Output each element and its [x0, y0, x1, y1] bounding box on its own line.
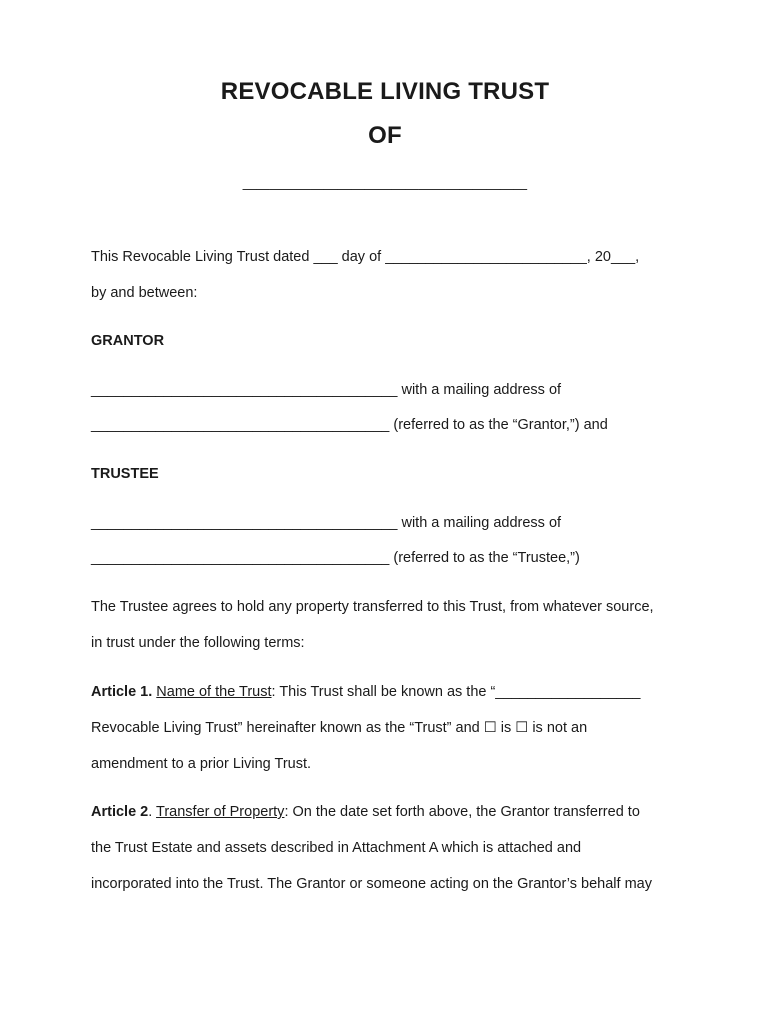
document-title: REVOCABLE LIVING TRUST: [220, 78, 550, 105]
agreement-line-2: in trust under the following terms:: [91, 635, 305, 651]
article-1-text: : This Trust shall be known as the “__________________: [271, 684, 641, 700]
grantor-name-line: ______________________________________ with a mailing address of: [91, 382, 562, 398]
trustee-address-line: _____________________________________ (referred to as the “Trustee,”): [91, 550, 580, 566]
trustee-heading: TRUSTEE: [91, 466, 159, 482]
grantor-heading: GRANTOR: [91, 333, 165, 349]
article-1-label: Article 1.: [91, 684, 153, 700]
agreement-line-1: The Trustee agrees to hold any property transferred to this Trust, from whatever source,: [91, 599, 654, 615]
article-1-line-1: [91, 684, 640, 700]
article-2-separator: .: [148, 804, 157, 820]
article-1-line-2: Revocable Living Trust” hereinafter known as the “Trust” and ☐ is ☐ is not an: [91, 720, 588, 736]
intro-line-2: by and between:: [91, 285, 198, 301]
trustee-name-line: ______________________________________ with a mailing address of: [91, 515, 562, 531]
article-1-heading: Name of the Trust: [156, 684, 272, 700]
trust-name-blank: _____________________: [242, 166, 528, 193]
intro-line-1: This Revocable Living Trust dated ___ day of _________________________, 20___,: [91, 249, 640, 265]
article-2-text: : On the date set forth above, the Grantor transferred to: [284, 804, 640, 820]
article-2-line-2: the Trust Estate and assets described in Attachment A which is attached and: [91, 840, 582, 856]
article-2-line-3: incorporated into the Trust. The Grantor or someone acting on the Grantor’s behalf may: [91, 876, 652, 892]
document-title-of: OF: [368, 122, 402, 149]
article-2-line-1: [91, 804, 640, 820]
article-2-heading: Transfer of Property: [156, 804, 285, 820]
grantor-address-line: _____________________________________ (referred to as the “Grantor,”) and: [91, 417, 608, 433]
article-2-label: Article 2: [91, 804, 149, 820]
article-1-line-3: amendment to a prior Living Trust.: [91, 756, 312, 772]
